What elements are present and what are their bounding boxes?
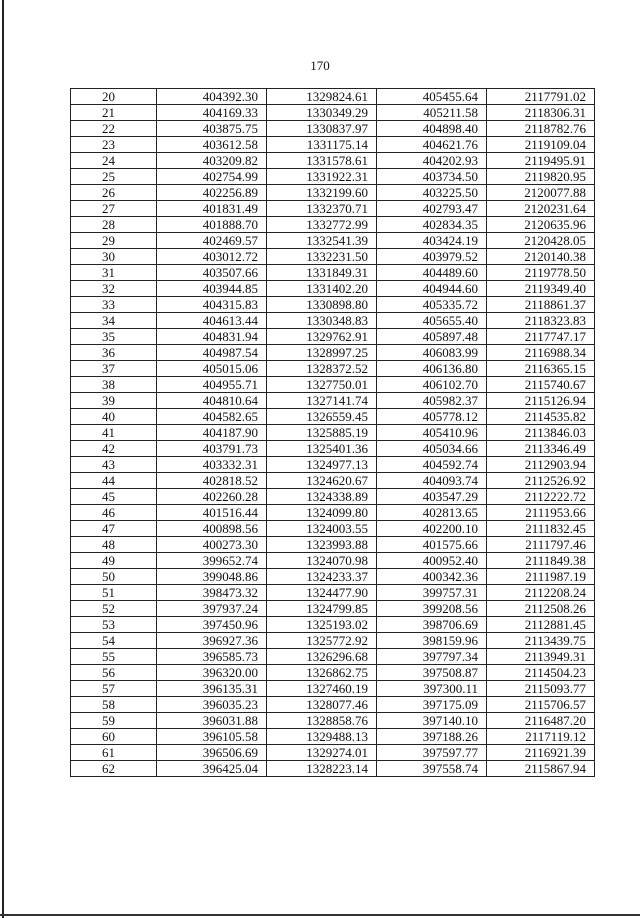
coordinate-cell: 1332541.39 bbox=[267, 233, 377, 249]
coordinate-cell: 1324099.80 bbox=[267, 505, 377, 521]
coordinate-cell: 2116487.20 bbox=[487, 713, 595, 729]
point-number-cell: 29 bbox=[71, 233, 157, 249]
coordinate-cell: 2117747.17 bbox=[487, 329, 595, 345]
coordinate-cell: 396135.31 bbox=[157, 681, 267, 697]
coordinate-cell: 2113949.31 bbox=[487, 649, 595, 665]
coordinate-cell: 404810.64 bbox=[157, 393, 267, 409]
coordinate-cell: 1331402.20 bbox=[267, 281, 377, 297]
coordinate-cell: 1325401.36 bbox=[267, 441, 377, 457]
coordinate-cell: 2115706.57 bbox=[487, 697, 595, 713]
coordinate-cell: 1324233.37 bbox=[267, 569, 377, 585]
point-number-cell: 36 bbox=[71, 345, 157, 361]
coordinate-cell: 2115126.94 bbox=[487, 393, 595, 409]
point-number-cell: 61 bbox=[71, 745, 157, 761]
point-number-cell: 33 bbox=[71, 297, 157, 313]
coordinate-cell: 406102.70 bbox=[377, 377, 487, 393]
coordinate-cell: 397508.87 bbox=[377, 665, 487, 681]
table-row bbox=[71, 713, 595, 729]
coordinate-cell: 397175.09 bbox=[377, 697, 487, 713]
coordinate-cell: 398473.32 bbox=[157, 585, 267, 601]
coordinate-cell: 399757.31 bbox=[377, 585, 487, 601]
coordinate-cell: 403209.82 bbox=[157, 153, 267, 169]
table-row bbox=[71, 233, 595, 249]
coordinate-cell: 405455.64 bbox=[377, 89, 487, 105]
point-number-cell: 32 bbox=[71, 281, 157, 297]
coordinate-cell: 1330348.83 bbox=[267, 313, 377, 329]
table-row bbox=[71, 585, 595, 601]
coordinate-cell: 404202.93 bbox=[377, 153, 487, 169]
coordinate-cell: 405982.37 bbox=[377, 393, 487, 409]
coordinate-cell: 402813.65 bbox=[377, 505, 487, 521]
coordinate-cell: 2111953.66 bbox=[487, 505, 595, 521]
coordinate-cell: 2118323.83 bbox=[487, 313, 595, 329]
table-row bbox=[71, 329, 595, 345]
coordinate-cell: 2116921.39 bbox=[487, 745, 595, 761]
coordinate-cell: 397300.11 bbox=[377, 681, 487, 697]
coordinate-cell: 2120428.05 bbox=[487, 233, 595, 249]
coordinate-cell: 1327750.01 bbox=[267, 377, 377, 393]
coordinate-cell: 404187.90 bbox=[157, 425, 267, 441]
coordinate-cell: 396506.69 bbox=[157, 745, 267, 761]
coordinate-cell: 396105.58 bbox=[157, 729, 267, 745]
coordinate-cell: 404621.76 bbox=[377, 137, 487, 153]
coordinate-cell: 402200.10 bbox=[377, 521, 487, 537]
coordinate-cell: 1326296.68 bbox=[267, 649, 377, 665]
coordinate-cell: 405655.40 bbox=[377, 313, 487, 329]
coordinate-cell: 406083.99 bbox=[377, 345, 487, 361]
coordinate-cell: 2116988.34 bbox=[487, 345, 595, 361]
coordinate-cell: 1324620.67 bbox=[267, 473, 377, 489]
table-row bbox=[71, 473, 595, 489]
coordinate-cell: 398706.69 bbox=[377, 617, 487, 633]
coordinate-cell: 1323993.88 bbox=[267, 537, 377, 553]
point-number-cell: 52 bbox=[71, 601, 157, 617]
coordinate-cell: 403507.66 bbox=[157, 265, 267, 281]
point-number-cell: 22 bbox=[71, 121, 157, 137]
table-row bbox=[71, 201, 595, 217]
table-row bbox=[71, 137, 595, 153]
coordinate-cell: 397597.77 bbox=[377, 745, 487, 761]
coordinate-cell: 2115740.67 bbox=[487, 377, 595, 393]
coordinate-cell: 399048.86 bbox=[157, 569, 267, 585]
coordinate-cell: 403734.50 bbox=[377, 169, 487, 185]
table-row bbox=[71, 265, 595, 281]
table-row bbox=[71, 617, 595, 633]
table-row bbox=[71, 457, 595, 473]
table-row bbox=[71, 361, 595, 377]
coordinate-cell: 1332199.60 bbox=[267, 185, 377, 201]
coordinate-cell: 403979.52 bbox=[377, 249, 487, 265]
coordinate-cell: 1328077.46 bbox=[267, 697, 377, 713]
coordinate-cell: 402256.89 bbox=[157, 185, 267, 201]
table-row bbox=[71, 217, 595, 233]
coordinate-cell: 2111832.45 bbox=[487, 521, 595, 537]
coordinate-cell: 403944.85 bbox=[157, 281, 267, 297]
coordinate-cell: 404987.54 bbox=[157, 345, 267, 361]
coordinate-cell: 1328223.14 bbox=[267, 761, 377, 777]
table-row bbox=[71, 249, 595, 265]
coordinate-cell: 402818.52 bbox=[157, 473, 267, 489]
scan-left-edge bbox=[2, 0, 4, 918]
point-number-cell: 28 bbox=[71, 217, 157, 233]
coordinate-cell: 404955.71 bbox=[157, 377, 267, 393]
coordinate-cell: 404392.30 bbox=[157, 89, 267, 105]
page-number: 170 bbox=[310, 58, 330, 73]
coordinate-cell: 396927.36 bbox=[157, 633, 267, 649]
table-row bbox=[71, 281, 595, 297]
coordinate-cell: 2119495.91 bbox=[487, 153, 595, 169]
coordinate-cell: 2120140.38 bbox=[487, 249, 595, 265]
coordinate-cell: 1331922.31 bbox=[267, 169, 377, 185]
coordinate-cell: 400898.56 bbox=[157, 521, 267, 537]
coordinate-cell: 402793.47 bbox=[377, 201, 487, 217]
point-number-cell: 26 bbox=[71, 185, 157, 201]
coordinate-cell: 397797.34 bbox=[377, 649, 487, 665]
table-row bbox=[71, 665, 595, 681]
coordinate-cell: 2118782.76 bbox=[487, 121, 595, 137]
coordinate-cell: 2111849.38 bbox=[487, 553, 595, 569]
coordinate-cell: 2112526.92 bbox=[487, 473, 595, 489]
coordinate-cell: 404169.33 bbox=[157, 105, 267, 121]
coordinate-cell: 401575.66 bbox=[377, 537, 487, 553]
coordinate-cell: 1324070.98 bbox=[267, 553, 377, 569]
coordinate-cell: 404093.74 bbox=[377, 473, 487, 489]
coordinate-cell: 405897.48 bbox=[377, 329, 487, 345]
table-row bbox=[71, 681, 595, 697]
coordinate-cell: 1328858.76 bbox=[267, 713, 377, 729]
table-row bbox=[71, 537, 595, 553]
point-number-cell: 55 bbox=[71, 649, 157, 665]
point-number-cell: 34 bbox=[71, 313, 157, 329]
table-row bbox=[71, 313, 595, 329]
coordinate-cell: 2113846.03 bbox=[487, 425, 595, 441]
coordinate-cell: 1324338.89 bbox=[267, 489, 377, 505]
coordinate-cell: 1325885.19 bbox=[267, 425, 377, 441]
table-row bbox=[71, 121, 595, 137]
coordinate-cell: 1332370.71 bbox=[267, 201, 377, 217]
coordinate-cell: 2119109.04 bbox=[487, 137, 595, 153]
coordinate-cell: 404944.60 bbox=[377, 281, 487, 297]
table-row bbox=[71, 729, 595, 745]
table-row bbox=[71, 169, 595, 185]
coordinate-cell: 406136.80 bbox=[377, 361, 487, 377]
coordinate-cell: 405034.66 bbox=[377, 441, 487, 457]
coordinate-cell: 2114535.82 bbox=[487, 409, 595, 425]
coordinate-cell: 1330898.80 bbox=[267, 297, 377, 313]
coordinate-cell: 403612.58 bbox=[157, 137, 267, 153]
table-row bbox=[71, 425, 595, 441]
table-row bbox=[71, 569, 595, 585]
coordinate-cell: 2113439.75 bbox=[487, 633, 595, 649]
table-row bbox=[71, 105, 595, 121]
coordinate-cell: 2117119.12 bbox=[487, 729, 595, 745]
coordinate-cell: 397558.74 bbox=[377, 761, 487, 777]
point-number-cell: 47 bbox=[71, 521, 157, 537]
coordinate-cell: 1332772.99 bbox=[267, 217, 377, 233]
coordinate-cell: 1327141.74 bbox=[267, 393, 377, 409]
coordinate-cell: 1326559.45 bbox=[267, 409, 377, 425]
coordinate-cell: 2118861.37 bbox=[487, 297, 595, 313]
table-row bbox=[71, 393, 595, 409]
coordinate-cell: 404613.44 bbox=[157, 313, 267, 329]
coordinate-cell: 402754.99 bbox=[157, 169, 267, 185]
coordinate-cell: 1329488.13 bbox=[267, 729, 377, 745]
coordinate-cell: 397140.10 bbox=[377, 713, 487, 729]
coordinate-cell: 1324799.85 bbox=[267, 601, 377, 617]
coordinate-cell: 400342.36 bbox=[377, 569, 487, 585]
point-number-cell: 51 bbox=[71, 585, 157, 601]
coordinate-cell: 403424.19 bbox=[377, 233, 487, 249]
coordinate-cell: 401516.44 bbox=[157, 505, 267, 521]
point-number-cell: 50 bbox=[71, 569, 157, 585]
table-row bbox=[71, 153, 595, 169]
coordinate-cell: 1331578.61 bbox=[267, 153, 377, 169]
table-row bbox=[71, 697, 595, 713]
table-row bbox=[71, 489, 595, 505]
coordinate-cell: 404898.40 bbox=[377, 121, 487, 137]
coordinate-cell: 1332231.50 bbox=[267, 249, 377, 265]
point-number-cell: 56 bbox=[71, 665, 157, 681]
coordinate-cell: 404489.60 bbox=[377, 265, 487, 281]
coordinate-cell: 2112222.72 bbox=[487, 489, 595, 505]
coordinate-cell: 2120635.96 bbox=[487, 217, 595, 233]
point-number-cell: 44 bbox=[71, 473, 157, 489]
coordinate-cell: 402834.35 bbox=[377, 217, 487, 233]
coordinate-cell: 2114504.23 bbox=[487, 665, 595, 681]
coordinates-table bbox=[70, 88, 595, 777]
table-row bbox=[71, 409, 595, 425]
point-number-cell: 24 bbox=[71, 153, 157, 169]
coordinate-cell: 401831.49 bbox=[157, 201, 267, 217]
coordinate-cell: 397188.26 bbox=[377, 729, 487, 745]
coordinate-cell: 403012.72 bbox=[157, 249, 267, 265]
coordinate-cell: 2119820.95 bbox=[487, 169, 595, 185]
coordinate-cell: 1330837.97 bbox=[267, 121, 377, 137]
coordinate-cell: 402469.57 bbox=[157, 233, 267, 249]
coordinate-cell: 400273.30 bbox=[157, 537, 267, 553]
table-row bbox=[71, 297, 595, 313]
scan-bottom-edge bbox=[0, 914, 640, 916]
point-number-cell: 53 bbox=[71, 617, 157, 633]
point-number-cell: 49 bbox=[71, 553, 157, 569]
coordinate-cell: 396320.00 bbox=[157, 665, 267, 681]
point-number-cell: 48 bbox=[71, 537, 157, 553]
coordinate-cell: 2112508.26 bbox=[487, 601, 595, 617]
coordinate-cell: 2120077.88 bbox=[487, 185, 595, 201]
coordinate-cell: 2113346.49 bbox=[487, 441, 595, 457]
table-row bbox=[71, 649, 595, 665]
table-row bbox=[71, 761, 595, 777]
coordinate-cell: 404592.74 bbox=[377, 457, 487, 473]
table-row bbox=[71, 633, 595, 649]
point-number-cell: 30 bbox=[71, 249, 157, 265]
coordinate-cell: 398159.96 bbox=[377, 633, 487, 649]
coordinate-cell: 404831.94 bbox=[157, 329, 267, 345]
point-number-cell: 21 bbox=[71, 105, 157, 121]
point-number-cell: 40 bbox=[71, 409, 157, 425]
table-row bbox=[71, 505, 595, 521]
coordinate-cell: 404582.65 bbox=[157, 409, 267, 425]
coordinate-cell: 1330349.29 bbox=[267, 105, 377, 121]
coordinate-cell: 1329274.01 bbox=[267, 745, 377, 761]
coordinate-cell: 1328997.25 bbox=[267, 345, 377, 361]
coordinate-cell: 2119778.50 bbox=[487, 265, 595, 281]
point-number-cell: 58 bbox=[71, 697, 157, 713]
point-number-cell: 20 bbox=[71, 89, 157, 105]
coordinate-cell: 403547.29 bbox=[377, 489, 487, 505]
coordinate-cell: 396585.73 bbox=[157, 649, 267, 665]
coordinate-cell: 405015.06 bbox=[157, 361, 267, 377]
coordinate-cell: 399208.56 bbox=[377, 601, 487, 617]
coordinate-cell: 1329824.61 bbox=[267, 89, 377, 105]
table-row bbox=[71, 185, 595, 201]
point-number-cell: 37 bbox=[71, 361, 157, 377]
point-number-cell: 35 bbox=[71, 329, 157, 345]
coordinate-cell: 2117791.02 bbox=[487, 89, 595, 105]
coordinate-cell: 1327460.19 bbox=[267, 681, 377, 697]
coordinate-cell: 2119349.40 bbox=[487, 281, 595, 297]
coordinate-cell: 2120231.64 bbox=[487, 201, 595, 217]
point-number-cell: 59 bbox=[71, 713, 157, 729]
coordinate-cell: 1329762.91 bbox=[267, 329, 377, 345]
coordinate-cell: 1328372.52 bbox=[267, 361, 377, 377]
point-number-cell: 38 bbox=[71, 377, 157, 393]
coordinate-cell: 405335.72 bbox=[377, 297, 487, 313]
table-row bbox=[71, 377, 595, 393]
coordinate-cell: 2112881.45 bbox=[487, 617, 595, 633]
point-number-cell: 39 bbox=[71, 393, 157, 409]
point-number-cell: 23 bbox=[71, 137, 157, 153]
coordinate-cell: 396425.04 bbox=[157, 761, 267, 777]
point-number-cell: 54 bbox=[71, 633, 157, 649]
point-number-cell: 25 bbox=[71, 169, 157, 185]
point-number-cell: 46 bbox=[71, 505, 157, 521]
coordinate-cell: 396031.88 bbox=[157, 713, 267, 729]
point-number-cell: 62 bbox=[71, 761, 157, 777]
coordinate-cell: 1324003.55 bbox=[267, 521, 377, 537]
table-row bbox=[71, 345, 595, 361]
coordinate-cell: 405410.96 bbox=[377, 425, 487, 441]
point-number-cell: 60 bbox=[71, 729, 157, 745]
coordinate-cell: 404315.83 bbox=[157, 297, 267, 313]
coordinate-cell: 1325193.02 bbox=[267, 617, 377, 633]
table-row bbox=[71, 745, 595, 761]
table-row bbox=[71, 553, 595, 569]
point-number-cell: 27 bbox=[71, 201, 157, 217]
coordinate-cell: 2115093.77 bbox=[487, 681, 595, 697]
coordinate-cell: 405778.12 bbox=[377, 409, 487, 425]
coordinate-cell: 405211.58 bbox=[377, 105, 487, 121]
point-number-cell: 41 bbox=[71, 425, 157, 441]
coordinate-cell: 397937.24 bbox=[157, 601, 267, 617]
coordinates-table-body bbox=[71, 89, 595, 777]
table-row bbox=[71, 89, 595, 105]
coordinate-cell: 1331175.14 bbox=[267, 137, 377, 153]
coordinate-cell: 399652.74 bbox=[157, 553, 267, 569]
coordinate-cell: 400952.40 bbox=[377, 553, 487, 569]
coordinate-cell: 1326862.75 bbox=[267, 665, 377, 681]
coordinate-cell: 401888.70 bbox=[157, 217, 267, 233]
coordinate-cell: 2116365.15 bbox=[487, 361, 595, 377]
coordinate-cell: 2111797.46 bbox=[487, 537, 595, 553]
point-number-cell: 31 bbox=[71, 265, 157, 281]
coordinate-cell: 403332.31 bbox=[157, 457, 267, 473]
coordinate-cell: 2112208.24 bbox=[487, 585, 595, 601]
point-number-cell: 45 bbox=[71, 489, 157, 505]
point-number-cell: 42 bbox=[71, 441, 157, 457]
coordinate-cell: 2111987.19 bbox=[487, 569, 595, 585]
coordinate-cell: 2115867.94 bbox=[487, 761, 595, 777]
coordinate-cell: 2112903.94 bbox=[487, 457, 595, 473]
point-number-cell: 43 bbox=[71, 457, 157, 473]
table-row bbox=[71, 441, 595, 457]
coordinate-cell: 2118306.31 bbox=[487, 105, 595, 121]
table-row bbox=[71, 521, 595, 537]
coordinate-cell: 402260.28 bbox=[157, 489, 267, 505]
coordinate-cell: 403225.50 bbox=[377, 185, 487, 201]
coordinate-cell: 1324477.90 bbox=[267, 585, 377, 601]
point-number-cell: 57 bbox=[71, 681, 157, 697]
coordinate-cell: 1331849.31 bbox=[267, 265, 377, 281]
coordinate-cell: 403875.75 bbox=[157, 121, 267, 137]
coordinate-cell: 1325772.92 bbox=[267, 633, 377, 649]
coordinate-cell: 397450.96 bbox=[157, 617, 267, 633]
coordinate-cell: 1324977.13 bbox=[267, 457, 377, 473]
table-row bbox=[71, 601, 595, 617]
coordinate-cell: 403791.73 bbox=[157, 441, 267, 457]
coordinate-cell: 396035.23 bbox=[157, 697, 267, 713]
